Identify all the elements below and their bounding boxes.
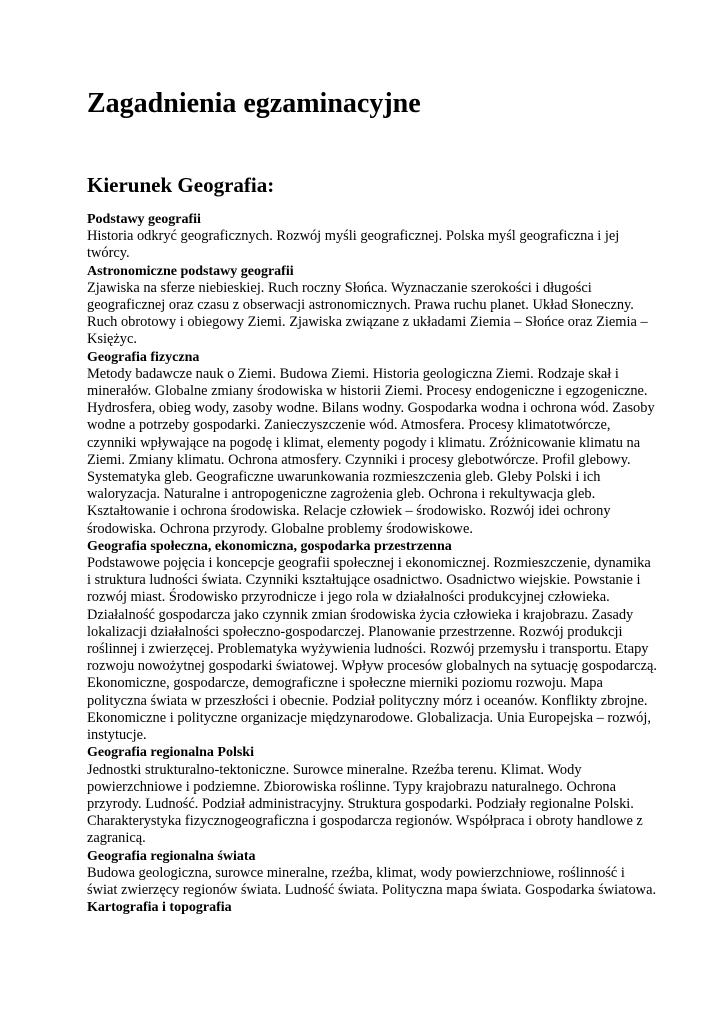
page-subtitle: Kierunek Geografia:	[87, 173, 275, 197]
section-body: Zjawiska na sferze niebieskiej. Ruch roczny Słońca. Wyznaczanie szerokości i długości geograficznej oraz czasu z obserwacji astronomicznych. Prawa ruchu planet. Układ Słoneczny. Ruch obrotowy i obiegowy Ziemi. Zjawiska związane z układami Ziemia – Słońce oraz Ziemia – Księżyc.	[87, 279, 648, 348]
section-body: Budowa geologiczna, surowce mineralne, rzeźba, klimat, wody powierzchniowe, roślinność i świat zwierzęcy regionów świata. Ludność świata. Polityczna mapa świata. Gospodarka światowa.	[87, 864, 657, 898]
section-heading: Geografia społeczna, ekonomiczna, gospodarka przestrzenna	[87, 538, 452, 554]
section-heading: Geografia regionalna Polski	[87, 745, 254, 761]
section-heading: Podstawy geografii	[87, 212, 201, 227]
section-heading: Geografia regionalna świata	[87, 848, 256, 864]
section-geografia-regionalna-polski	[87, 744, 657, 847]
section-heading: Kartografia i topografia	[87, 900, 232, 916]
section-heading: Geografia fizyczna	[87, 349, 200, 365]
section-body: Jednostki strukturalno-tektoniczne. Surowce mineralne. Rzeźba terenu. Klimat. Wody powierzchniowe i podziemne. Zbiorowiska roślinne. Typy krajobrazu naturalnego. Ochrona przyrody. Ludność. Podział administracyjny. Struktura gospodarki. Podziały regionalne Polski. Charakterystyka fizycznogeograficzna i gospodarcza regionów. Współpraca i obroty handlowe z zagranicą.	[87, 761, 643, 847]
section-astronomiczne-podstawy	[87, 263, 657, 349]
section-body: Historia odkryć geograficznych. Rozwój myśli geograficznej. Polska myśl geograficzna i jej twórcy.	[87, 228, 620, 262]
section-geografia-spoleczna	[87, 538, 657, 744]
section-body: Metody badawcze nauk o Ziemi. Budowa Ziemi. Historia geologiczna Ziemi. Rodzaje skał i minerałów. Globalne zmiany środowiska w historii Ziemi. Procesy endogeniczne i egzogeniczne. Hydrosfera, obieg wody, zasoby wodne. Bilans wodny. Gospodarka wodna i ochrona wód. Zasoby wodne a potrzeby gospodarki. Zanieczyszczenie wód. Atmosfera. Procesy klimatotwórcze, czynniki wpływające na pogodę i klimat, elementy pogody i klimatu. Zróżnicowanie klimatu na Ziemi. Zmiany klimatu. Ochrona atmosfery. Czynniki i procesy glebotwórcze. Profil glebowy. Systematyka gleb. Geograficzne uwarunkowania rozmieszczenia gleb. Gleby Polski i ich waloryzacja. Naturalne i antropogeniczne zagrożenia gleb. Ochrona i rekultywacja gleb. Kształtowanie i ochrona środowiska. Relacje człowiek – środowisko. Rozwój idei ochrony środowiska. Ochrona przyrody. Globalne problemy środowiskowe.	[87, 365, 655, 537]
section-geografia-fizyczna	[87, 349, 657, 538]
section-podstawy-geografii	[87, 211, 657, 263]
section-body: Podstawowe pojęcia i koncepcje geografii społecznej i ekonomicznej. Rozmieszczenie, dynamika i struktura ludności świata. Czynniki kształtujące osadnictwo. Osadnictwo wiejskie. Powstanie i rozwój miast. Środowisko przyrodnicze i jego rola w działalności produkcyjnej człowieka. Działalność gospodarcza jako czynnik zmian środowiska życia człowieka i krajobrazu. Zasady lokalizacji działalności społeczno-gospodarczej. Planowanie przestrzenne. Rozwój produkcji roślinnej i zwierzęcej. Problematyka wyżywienia ludności. Rozwój przemysłu i transportu. Etapy rozwoju nowożytnej gospodarki światowej. Wpływ procesów globalnych na sytuację gospodarczą. Ekonomiczne, gospodarcze, demograficzne i społeczne mierniki poziomu rozwoju. Mapa polityczna świata w przeszłości i obecnie. Podział polityczny mórz i oceanów. Konflikty zbrojne. Ekonomiczne i polityczne organizacje międzynarodowe. Globalizacja. Unia Europejska – rozwój, instytucje.	[87, 555, 658, 744]
section-heading: Astronomiczne podstawy geografii	[87, 263, 294, 279]
sections-list	[87, 211, 657, 916]
section-kartografia-topografia	[87, 899, 657, 916]
page-title: Zagadnienia egzaminacyjne	[87, 88, 421, 119]
section-geografia-regionalna-swiata	[87, 848, 657, 900]
